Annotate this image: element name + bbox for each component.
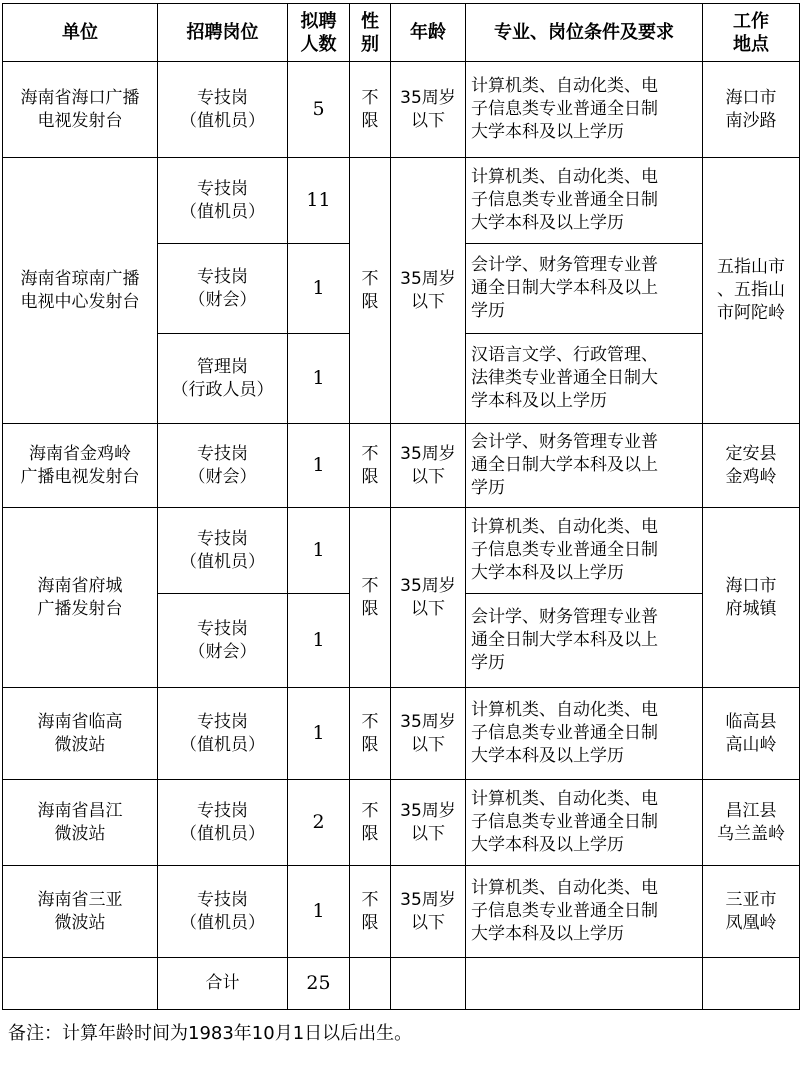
location-cell: 海口市 南沙路: [703, 62, 800, 158]
total-empty-cell: [3, 958, 158, 1010]
total-empty-cell: [466, 958, 703, 1010]
requirements-cell: 计算机类、自动化类、电 子信息类专业普通全日制 大学本科及以上学历: [466, 508, 703, 594]
header-count: 拟聘 人数: [288, 4, 350, 62]
count-cell: 11: [288, 158, 350, 244]
requirements-cell: 计算机类、自动化类、电 子信息类专业普通全日制 大学本科及以上学历: [466, 780, 703, 866]
requirements-cell: 会计学、财务管理专业普 通全日制大学本科及以上 学历: [466, 424, 703, 508]
post-cell: 专技岗 （值机员）: [158, 508, 288, 594]
header-post: 招聘岗位: [158, 4, 288, 62]
count-cell: 1: [288, 594, 350, 688]
requirements-cell: 计算机类、自动化类、电 子信息类专业普通全日制 大学本科及以上学历: [466, 688, 703, 780]
gender-cell: 不 限: [350, 688, 391, 780]
table-row: [3, 688, 800, 780]
gender-cell: 不 限: [350, 508, 391, 688]
header-location: 工作 地点: [703, 4, 800, 62]
location-cell: 海口市 府城镇: [703, 508, 800, 688]
location-cell: 五指山市 、五指山 市阿陀岭: [703, 158, 800, 424]
count-cell: 1: [288, 244, 350, 334]
count-cell: 1: [288, 688, 350, 780]
age-cell: 35周岁 以下: [391, 508, 466, 688]
header-age: 年龄: [391, 4, 466, 62]
count-cell: 1: [288, 508, 350, 594]
header-unit: 单位: [3, 4, 158, 62]
footnote: 备注：计算年龄时间为1983年10月1日以后出生。: [8, 1023, 413, 1044]
gender-cell: 不 限: [350, 424, 391, 508]
total-count: 25: [288, 958, 350, 1010]
gender-cell: 不 限: [350, 158, 391, 424]
total-label: 合计: [158, 958, 288, 1010]
age-cell: 35周岁 以下: [391, 866, 466, 958]
header-gender: 性 别: [350, 4, 391, 62]
post-cell: 专技岗 （值机员）: [158, 688, 288, 780]
total-empty-cell: [703, 958, 800, 1010]
header-row: [3, 4, 800, 62]
gender-cell: 不 限: [350, 780, 391, 866]
gender-cell: 不 限: [350, 62, 391, 158]
unit-cell: 海南省临高 微波站: [3, 688, 158, 780]
post-cell: 专技岗 （值机员）: [158, 780, 288, 866]
table-row: [3, 508, 800, 594]
post-cell: 专技岗 （财会）: [158, 594, 288, 688]
requirements-cell: 计算机类、自动化类、电 子信息类专业普通全日制 大学本科及以上学历: [466, 62, 703, 158]
location-cell: 定安县 金鸡岭: [703, 424, 800, 508]
location-cell: 临高县 高山岭: [703, 688, 800, 780]
requirements-cell: 会计学、财务管理专业普 通全日制大学本科及以上 学历: [466, 244, 703, 334]
post-cell: 专技岗 （财会）: [158, 244, 288, 334]
requirements-cell: 汉语言文学、行政管理、 法律类专业普通全日制大 学本科及以上学历: [466, 334, 703, 424]
unit-cell: 海南省琼南广播 电视中心发射台: [3, 158, 158, 424]
count-cell: 1: [288, 866, 350, 958]
post-cell: 专技岗 （财会）: [158, 424, 288, 508]
age-cell: 35周岁 以下: [391, 62, 466, 158]
total-empty-cell: [391, 958, 466, 1010]
unit-cell: 海南省三亚 微波站: [3, 866, 158, 958]
age-cell: 35周岁 以下: [391, 424, 466, 508]
table-row: [3, 158, 800, 244]
requirements-cell: 计算机类、自动化类、电 子信息类专业普通全日制 大学本科及以上学历: [466, 866, 703, 958]
table-row: [3, 866, 800, 958]
unit-cell: 海南省府城 广播发射台: [3, 508, 158, 688]
header-requirements: 专业、岗位条件及要求: [466, 4, 703, 62]
table-row: [3, 62, 800, 158]
unit-cell: 海南省海口广播 电视发射台: [3, 62, 158, 158]
total-empty-cell: [350, 958, 391, 1010]
post-cell: 管理岗 （行政人员）: [158, 334, 288, 424]
recruitment-table: [2, 3, 800, 1010]
location-cell: 三亚市 凤凰岭: [703, 866, 800, 958]
count-cell: 1: [288, 424, 350, 508]
table-row: [3, 780, 800, 866]
unit-cell: 海南省金鸡岭 广播电视发射台: [3, 424, 158, 508]
age-cell: 35周岁 以下: [391, 158, 466, 424]
unit-cell: 海南省昌江 微波站: [3, 780, 158, 866]
total-row: [3, 958, 800, 1010]
count-cell: 1: [288, 334, 350, 424]
count-cell: 2: [288, 780, 350, 866]
count-cell: 5: [288, 62, 350, 158]
age-cell: 35周岁 以下: [391, 780, 466, 866]
requirements-cell: 计算机类、自动化类、电 子信息类专业普通全日制 大学本科及以上学历: [466, 158, 703, 244]
post-cell: 专技岗 （值机员）: [158, 62, 288, 158]
location-cell: 昌江县 乌兰盖岭: [703, 780, 800, 866]
post-cell: 专技岗 （值机员）: [158, 866, 288, 958]
table-row: [3, 424, 800, 508]
post-cell: 专技岗 （值机员）: [158, 158, 288, 244]
requirements-cell: 会计学、财务管理专业普 通全日制大学本科及以上 学历: [466, 594, 703, 688]
age-cell: 35周岁 以下: [391, 688, 466, 780]
gender-cell: 不 限: [350, 866, 391, 958]
